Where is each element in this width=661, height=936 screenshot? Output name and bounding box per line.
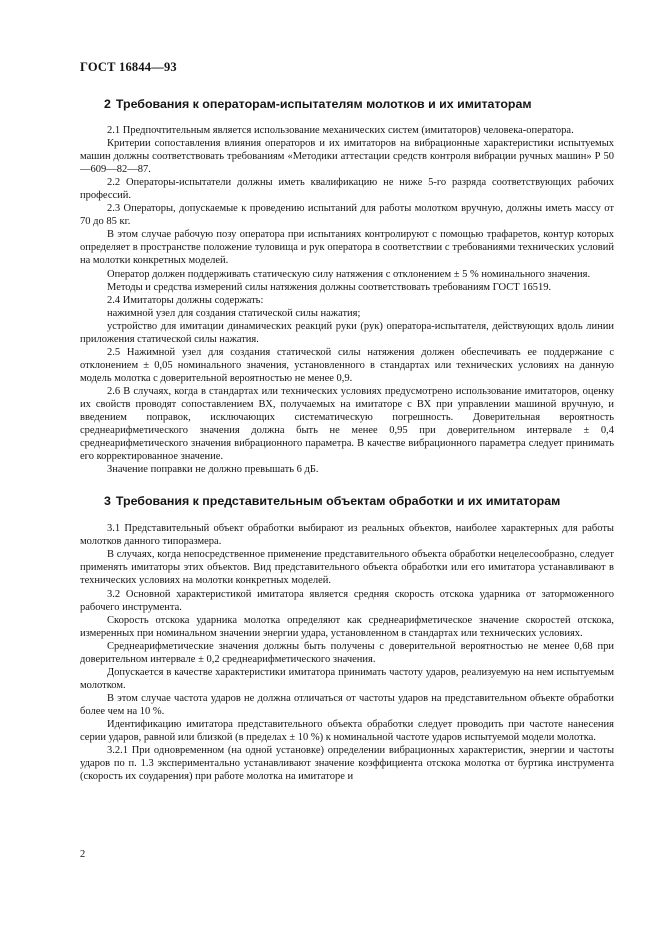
paragraph: Допускается в качестве характеристики имитатора принимать частоту ударов, реализуемую на нем испытуемым молотком.	[80, 666, 614, 691]
paragraph: 3.1 Представительный объект обработки выбирают из реальных объектов, наиболее характерных для работы молотков данного типоразмера.	[80, 523, 614, 548]
section-3-title: Требования к представительным объектам обработки и их имитаторам	[115, 494, 561, 509]
paragraph: 2.2 Операторы-испытатели должны иметь квалификацию не ниже 5-го разряда соответствующих рабочих профессий.	[80, 177, 614, 202]
page-number: 2	[80, 849, 86, 860]
paragraph: В этом случае рабочую позу оператора при испытаниях контролируют с помощью трафаретов, контур которых определяет в пространстве положение туловища и рук оператора в соответствии с требованиями технических условий на молотки конкретных моделей.	[80, 229, 614, 267]
paragraph: Среднеарифметические значения должны быть получены с доверительной вероятностью не менее 0,68 при доверительном интервале ± 0,2 среднеарифметического значения.	[80, 640, 614, 665]
paragraph: Скорость отскока ударника молотка определяют как среднеарифметическое значение скоростей отскока, измеренных при номинальном значении энергии удара, установленном в стандартах или технических условиях.	[80, 614, 614, 639]
paragraph: В случаях, когда непосредственное применение представительного объекта обработки нецелесообразно, следует применять имитаторы этих объектов. Вид представительного объекта обработки или его имитатора устанавливают в технических условиях на молотки конкретных моделей.	[80, 549, 614, 587]
section-3-heading	[80, 494, 614, 508]
section-2-heading	[80, 97, 614, 111]
paragraph: 3.2.1 При одновременном (на одной установке) определении вибрационных характеристик, энергии и частоты ударов по п. 1.3 экспериментально устанавливают значение коэффициента отскока молотка от буртика инструмента (скорость их соударения) при работе молотка на имитаторе и	[80, 745, 614, 783]
section-2-number: 2	[104, 97, 111, 111]
paragraph: 2.4 Имитаторы должны содержать:	[107, 294, 264, 306]
paragraph: Идентификацию имитатора представительного объекта обработки следует проводить при частоте нанесения серии ударов, равной или близкой (в пределах ± 10 %) к номинальной частоте ударов испытуемой модели молотка.	[80, 718, 614, 744]
document-code: ГОСТ 16844—93	[80, 60, 177, 74]
paragraph: Оператор должен поддерживать статическую силу натяжения с отклонением ± 5 % номинального значения.	[107, 268, 591, 280]
paragraph: 3.2 Основной характеристикой имитатора является средняя скорость отскока ударника от заторможенного рабочего инструмента.	[80, 588, 614, 613]
paragraph: 2.1 Предпочтительным является использование механических систем (имитаторов) человека-оператора.	[107, 125, 574, 136]
paragraph: нажимной узел для создания статической силы нажатия;	[107, 307, 361, 319]
section-2-title: Требования к операторам-испытателям молотков и их имитаторам	[115, 97, 532, 111]
section-2-body	[80, 124, 614, 476]
paragraph: Значение поправки не должно превышать 6 дБ.	[107, 464, 319, 476]
paragraph: устройство для имитации динамических реакций руки (рук) оператора-испытателя, действующих вдоль линии приложения статической силы нажатия.	[80, 320, 614, 345]
document-page	[80, 60, 614, 783]
paragraph: Критерии сопоставления влияния операторов и их имитаторов на вибрационные характеристики испытуемых машин должны соответствовать требованиям «Методики аттестации средств контроля вибрации ручных машин» Р 50—609—82—87.	[80, 138, 614, 176]
paragraph: 2.3 Операторы, допускаемые к проведению испытаний для работы молотком вручную, должны иметь массу от 70 до 85 кг.	[80, 203, 614, 228]
section-3-body	[80, 522, 614, 783]
paragraph: Методы и средства измерений силы натяжения должны соответствовать требованиям ГОСТ 16519.	[107, 281, 552, 293]
paragraph: 2.6 В случаях, когда в стандартах или технических условиях предусмотрено использование имитаторов, оценку их свойств проводят сопоставлением ВХ, получаемых на имитаторе с ВХ при управлении машиной вручную, и введением поправок, исключающих систематическую погрешность. Доверительная вероятность среднеарифметического значения должна быть не менее 0,95 при доверительном интервале ± 0,4 среднеарифметического значения вибрационного параметра. В качестве вибрационного параметра следует принимать его корректированное значение.	[80, 385, 614, 463]
paragraph: В этом случае частота ударов не должна отличаться от частоты ударов на представительном объекте обработки более чем на 10 %.	[80, 692, 614, 717]
section-3-number: 3	[104, 494, 111, 509]
paragraph: 2.5 Нажимной узел для создания статической силы натяжения должен обеспечивать ее поддержание с отклонением ± 0,05 номинального значения, установленного в стандартах или технических условиях на данную модель молотка с доверительной вероятностью не менее 0,9.	[80, 346, 614, 384]
